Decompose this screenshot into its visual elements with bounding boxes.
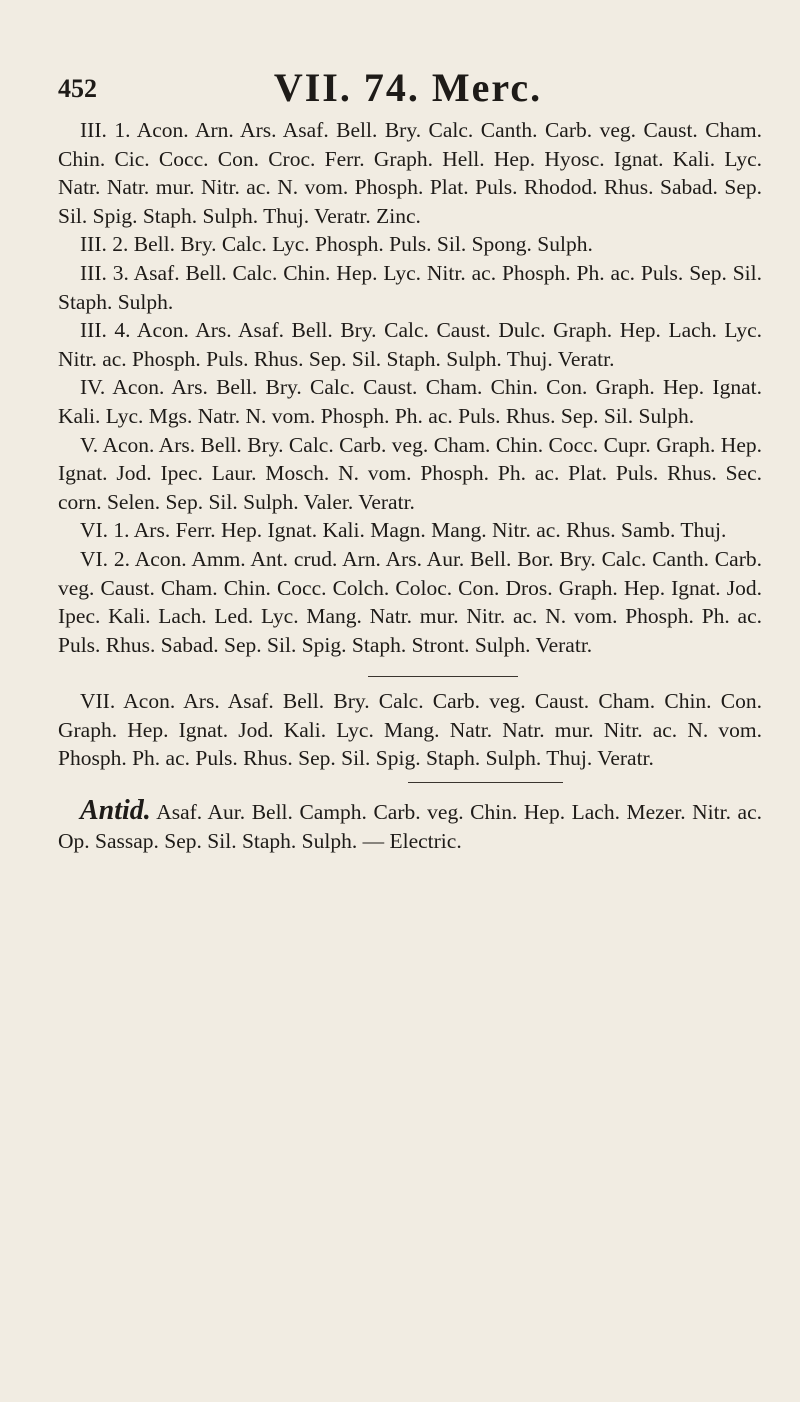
section-label: VI. 2. [80,546,131,571]
paragraph-iii-3 [58,259,762,316]
remedy-list: Ars. Ferr. Hep. Ignat. Kali. Magn. Mang. Nitr. ac. Rhus. Samb. Thuj. [133,518,727,543]
paragraph-v [58,431,762,517]
section-label: V. [80,432,99,457]
remedy-list: Acon. Ars. Bell. Bry. Calc. Caust. Cham. Chin. Con. Graph. Hep. Ignat. Kali. Lyc. Mgs. Natr. N. vom. Phosph. Ph. ac. Puls. Rhus. Sep. Sil. Sulph. [58,375,762,428]
section-label: IV. [80,375,106,400]
section-label: VII. [80,689,116,714]
paragraph-vii [58,687,762,773]
remedy-list: Acon. Arn. Ars. Asaf. Bell. Bry. Calc. Canth. Carb. veg. Caust. Cham. Chin. Cic. Cocc. Con. Croc. Ferr. Graph. Hell. Hep. Hyosc. Ignat. Kali. Lyc. Natr. Natr. mur. Nitr. ac. N. vom. Phosph. Plat. Puls. Rhodod. Rhus. Sabad. Sep. Sil. Spig. Staph. Sulph. Thuj. Veratr. Zinc. [58,118,762,228]
paragraph-iii-4 [58,316,762,373]
paragraph-antidotes [58,797,762,855]
page-header [58,60,758,110]
section-divider [58,676,762,677]
remedy-list: Acon. Ars. Asaf. Bell. Bry. Calc. Caust. Dulc. Graph. Hep. Lach. Lyc. Nitr. ac. Phosph. Puls. Rhus. Sep. Sil. Staph. Sulph. Thuj. Veratr. [58,318,762,371]
remedy-list: Acon. Ars. Asaf. Bell. Bry. Calc. Carb. veg. Caust. Cham. Chin. Con. Graph. Hep. Ignat. Jod. Kali. Lyc. Mang. Natr. Natr. mur. Nitr. ac. N. vom. Phosph. Ph. ac. Puls. Rhus. Sep. Sil. Spig. Staph. Sulph. Thuj. Veratr. [58,689,762,771]
section-label: III. 1. [80,118,131,142]
remedy-list: Asaf. Aur. Bell. Camph. Carb. veg. Chin. Hep. Lach. Mezer. Nitr. ac. Op. Sassap. Sep. Sil. Staph. Sulph. — Electric. [58,800,762,853]
remedy-list: Bell. Bry. Calc. Lyc. Phosph. Puls. Sil. Spong. Sulph. [133,232,593,257]
antidote-label: Antid. [80,795,151,827]
section-label: VI. 1. [80,518,130,543]
remedy-list: Asaf. Bell. Calc. Chin. Hep. Lyc. Nitr. ac. Phosph. Ph. ac. Puls. Sep. Sil. Staph. Sulph. [58,260,762,314]
body-text [58,116,762,855]
section-label: III. 3. [80,260,129,285]
section-label: III. 4. [80,318,131,343]
remedy-list: Acon. Amm. Ant. crud. Arn. Ars. Aur. Bell. Bor. Bry. Calc. Canth. Carb. veg. Caust. Cham. Chin. Cocc. Colch. Coloc. Con. Dros. Graph. Hep. Ignat. Jod. Ipec. Kali. Lach. Led. Lyc. Mang. Natr. mur. Nitr. ac. N. vom. Phosph. Ph. ac. Puls. Rhus. Sabad. Sep. Sil. Spig. Staph. Stront. Sulph. Veratr. [58,546,762,657]
paragraph-vi-1 [58,516,762,545]
paragraph-iv [58,373,762,430]
paragraph-iii-2 [58,230,762,259]
divider-rule [368,676,518,677]
section-label: III. 2. [80,232,129,257]
remedy-list: Acon. Ars. Bell. Bry. Calc. Carb. veg. Cham. Chin. Cocc. Cupr. Graph. Hep. Ignat. Jod. Ipec. Laur. Mosch. N. vom. Phosph. Ph. ac. Plat. Puls. Rhus. Sec. corn. Selen. Sep. Sil. Sulph. Valer. Veratr. [58,432,762,514]
paragraph-iii-1 [58,116,762,230]
paragraph-vi-2 [58,545,762,659]
running-head: VII. 74. Merc. [273,65,543,110]
antidote-divider-rule [408,782,563,783]
page-number: 452 [58,74,97,103]
